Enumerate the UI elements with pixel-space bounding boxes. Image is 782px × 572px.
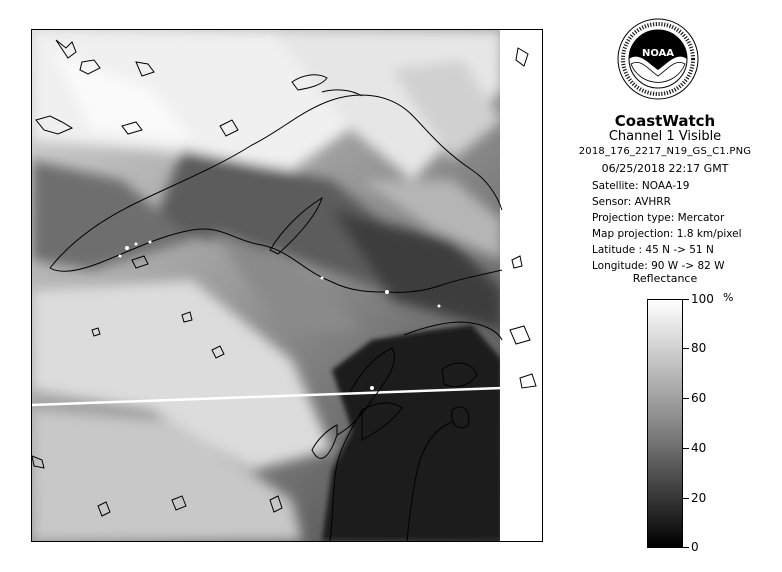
legend-unit: % (723, 291, 734, 304)
legend-tick-label: 40 (691, 441, 707, 455)
no-data-strip (500, 30, 542, 541)
legend-tick (683, 448, 689, 449)
satellite-label: Satellite: NOAA-19 (592, 180, 690, 192)
map-projection-label: Map projection: 1.8 km/pixel (592, 228, 742, 240)
latitude-label: Latitude : 45 N -> 51 N (592, 244, 714, 256)
legend-tick (683, 498, 689, 499)
legend-tick (683, 299, 689, 300)
longitude-label: Longitude: 90 W -> 82 W (592, 260, 725, 272)
legend-tick-label: 80 (691, 341, 707, 355)
legend-tick (683, 348, 689, 349)
filename-label: 2018_176_2217_N19_GS_C1.PNG (578, 146, 752, 157)
legend-tick-label: 20 (691, 491, 707, 505)
sensor-label: Sensor: AVHRR (592, 196, 671, 208)
satellite-imagery-svg (32, 30, 542, 541)
projection-type-label: Projection type: Mercator (592, 212, 725, 224)
channel-label: Channel 1 Visible (608, 129, 722, 144)
legend-tick-label: 100 (691, 292, 714, 306)
noaa-logo (617, 18, 699, 100)
legend-tick (683, 398, 689, 399)
datetime-label: 06/25/2018 22:17 GMT (601, 162, 729, 175)
logo-text: NOAA (641, 48, 675, 59)
legend-tick (683, 547, 689, 548)
legend-tick-label: 60 (691, 391, 707, 405)
product-title: CoastWatch (614, 112, 716, 130)
legend-title: Reflectance (632, 272, 698, 285)
legend-tick-label: 0 (691, 540, 699, 554)
satellite-image (31, 29, 543, 542)
reflectance-colorbar (647, 299, 683, 548)
